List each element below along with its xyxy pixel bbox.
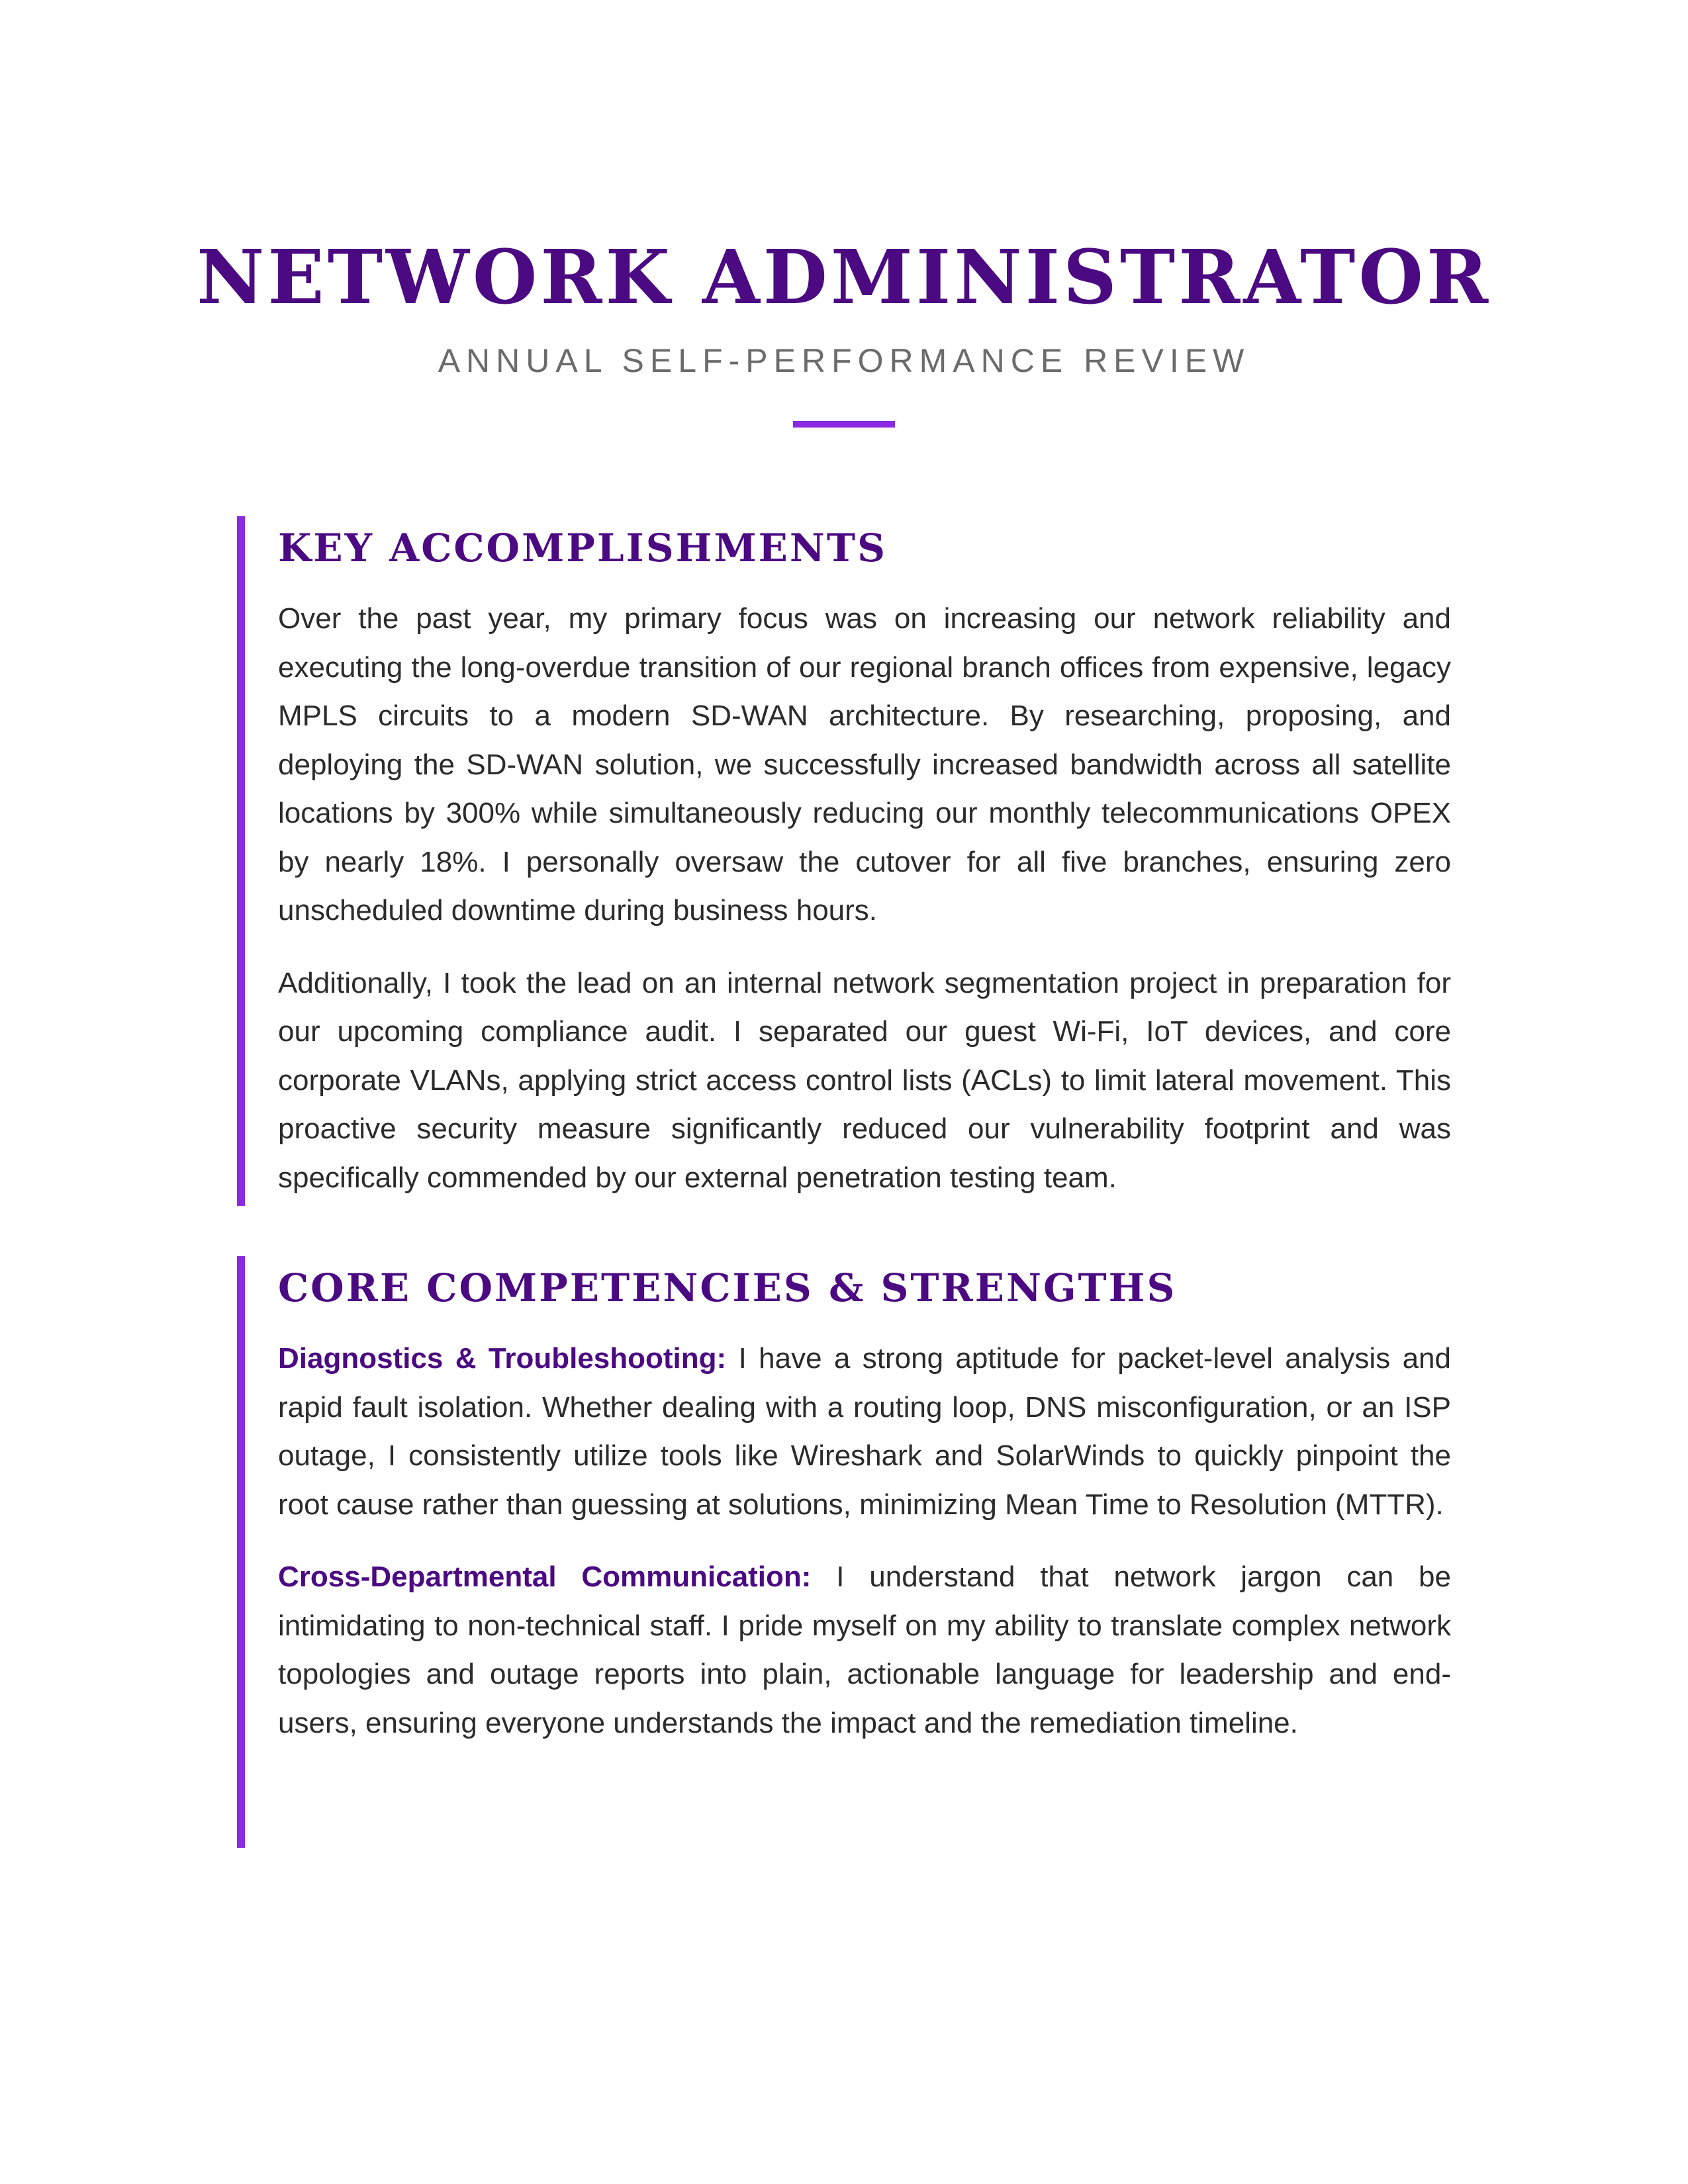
document-title: NETWORK ADMINISTRATOR <box>196 234 1492 321</box>
competency-term: Diagnostics & Troubleshooting: <box>278 1342 727 1375</box>
competency-diagnostics <box>278 1334 1451 1529</box>
competency-term: Cross-Departmental Communication: <box>278 1561 812 1593</box>
accomplishments-paragraph-1: Over the past year, my primary focus was on increasing our network reliability and executing the long-overdue transition of our regional branch offices from expensive, legacy MPLS circuits to a modern SD-WAN architecture. By researching, proposing, and deploying the SD-WAN solution, we successfully increased bandwidth across all satellite locations by 300% while simultaneously reducing our monthly telecommunications OPEX by nearly 18%. I personally oversaw the cutover for all five branches, ensuring zero unscheduled downtime during business hours. <box>278 602 1451 927</box>
competency-description: I understand that network jargon can be intimidating to non-technical staff. I pride myself on my ability to translate complex network topologies and outage reports into plain, actionable language for leadership and end-users, ensuring everyone understands the impact and the remediation timeline. <box>278 1561 1451 1739</box>
section-core-competencies <box>237 1256 1451 1848</box>
document-subtitle: ANNUAL SELF-PERFORMANCE REVIEW <box>438 342 1250 379</box>
title-divider <box>793 421 895 428</box>
accomplishments-paragraph-2: Additionally, I took the lead on an internal network segmentation project in preparation for our upcoming compliance audit. I separated our guest Wi-Fi, IoT devices, and core corporate VLANs, applying strict access control lists (ACLs) to limit lateral movement. This proactive security measure significantly reduced our vulnerability footprint and was specifically commended by our external penetration testing team. <box>278 966 1451 1194</box>
section-key-accomplishments <box>237 516 1451 1206</box>
section-heading: CORE COMPETENCIES & STRENGTHS <box>278 1265 1177 1310</box>
competency-description: I have a strong aptitude for packet-level analysis and rapid fault isolation. Whether dealing with a routing loop, DNS misconfiguration, or an ISP outage, I consistently utilize tools like Wireshark and SolarWinds to quickly pinpoint the root cause rather than guessing at solutions, minimizing Mean Time to Resolution (MTTR). <box>278 1342 1451 1521</box>
competency-communication <box>278 1553 1451 1747</box>
document-header <box>0 225 1688 428</box>
section-heading: KEY ACCOMPLISHMENTS <box>278 525 887 570</box>
